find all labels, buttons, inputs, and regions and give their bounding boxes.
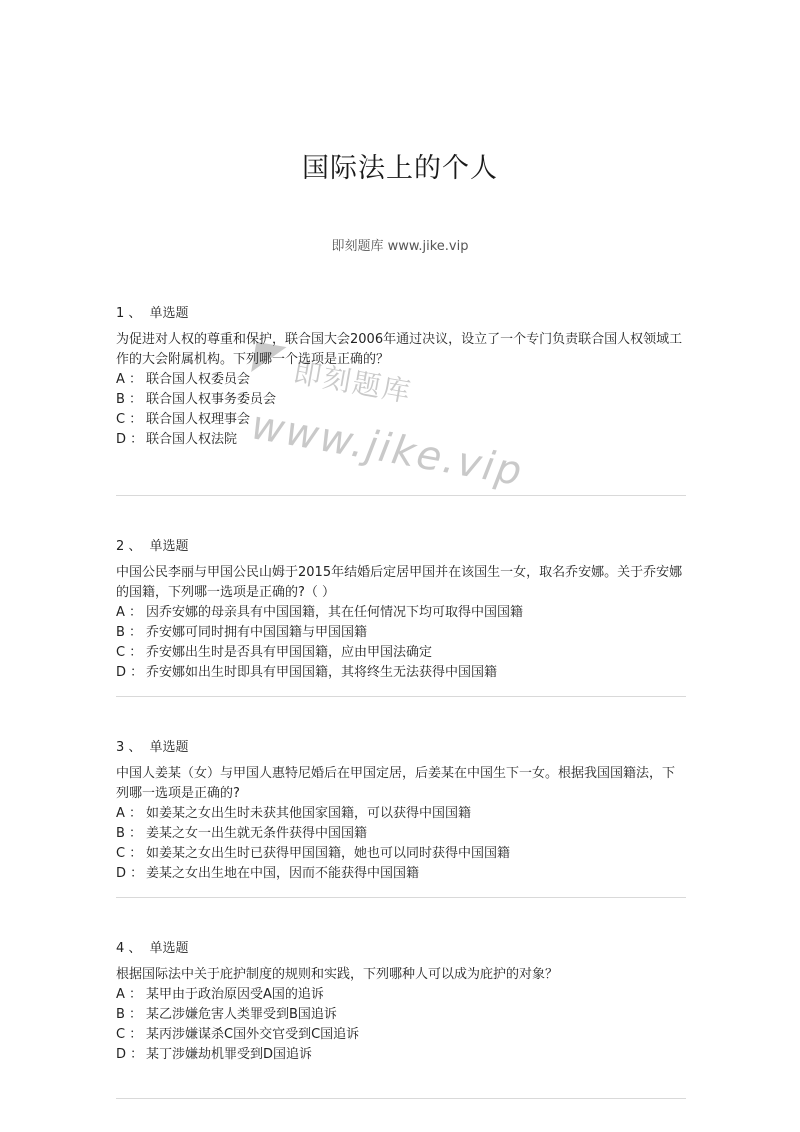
option-b[interactable] [116,1005,686,1025]
watermark-url: www.jike.vip [247,402,527,496]
question-header [116,304,686,324]
option-a[interactable] [116,603,686,623]
option-text: 某丙涉嫌谋杀C国外交官受到C国追诉 [146,1027,360,1042]
option-text: 姜某之女出生地在中国，因而不能获得中国国籍 [146,866,420,881]
option-text: 联合国人权事务委员会 [146,392,277,407]
option-d[interactable] [116,430,686,450]
page-title: 国际法上的个人 [302,153,498,184]
question-header [116,537,686,557]
question-3 [116,700,686,898]
option-d[interactable] [116,1045,686,1065]
question-2 [116,499,686,697]
question-list [116,300,686,1102]
option-letter: A ： [116,605,143,620]
option-c[interactable] [116,643,686,663]
question-stem: 为促进对人权的尊重和保护，联合国大会2006年通过决议，设立了一个专门负责联合国人权领域工作的大会附属机构。下列哪一个选项是正确的？ [116,332,683,367]
option-text: 联合国人权委员会 [146,372,251,387]
option-text: 乔安娜出生时是否具有甲国国籍，应由甲国法确定 [146,645,433,660]
option-letter: A ： [116,372,143,387]
question-number: 1 、 [116,306,142,321]
option-letter: A ： [116,987,143,1002]
question-1 [116,300,686,496]
option-d[interactable] [116,864,686,884]
option-text: 如姜某之女出生时已获得甲国国籍，她也可以同时获得中国国籍 [146,846,511,861]
question-stem: 中国人姜某（女）与甲国人惠特尼婚后在甲国定居，后姜某在中国生下一女。根据我国国籍法，下列哪一选项是正确的? [116,766,676,801]
option-a[interactable] [116,804,686,824]
option-letter: D ： [116,665,144,680]
option-letter: A ： [116,806,143,821]
option-letter: B ： [116,625,143,640]
option-letter: D ： [116,866,144,881]
option-b[interactable] [116,623,686,643]
option-c[interactable] [116,410,686,430]
option-b[interactable] [116,390,686,410]
option-text: 如姜某之女出生时未获其他国家国籍，可以获得中国国籍 [146,806,472,821]
option-text: 某乙涉嫌危害人类罪受到B国追诉 [146,1007,337,1022]
option-text: 某丁涉嫌劫机罪受到D国追诉 [146,1047,313,1062]
option-letter: B ： [116,1007,143,1022]
option-a[interactable] [116,370,686,390]
watermark-name: 即刻题库 [290,355,415,410]
watermark-logo-icon: ◤ [250,331,289,383]
option-letter: C ： [116,1027,143,1042]
option-text: 因乔安娜的母亲具有中国国籍，其在任何情况下均可取得中国国籍 [146,605,524,620]
option-text: 姜某之女一出生就无条件获得中国国籍 [146,826,368,841]
option-list [116,370,686,450]
question-number: 4 、 [116,941,142,956]
option-text: 联合国人权理事会 [146,412,251,427]
option-text: 某甲由于政治原因受A国的追诉 [146,987,324,1002]
question-type: 单选题 [149,941,189,956]
option-letter: C ： [116,645,143,660]
option-c[interactable] [116,844,686,864]
question-stem: 中国公民李丽与甲国公民山姆于2015年结婚后定居甲国并在该国生一女，取名乔安娜。关于乔安娜的国籍，下列哪一选项是正确的?（ ） [116,565,683,600]
question-4 [116,901,686,1099]
option-text: 联合国人权法院 [146,432,238,447]
question-type: 单选题 [149,539,189,554]
option-d[interactable] [116,663,686,683]
option-text: 乔安娜可同时拥有中国国籍与甲国国籍 [146,625,368,640]
option-a[interactable] [116,985,686,1005]
option-letter: D ： [116,1047,144,1062]
question-header [116,738,686,758]
option-c[interactable] [116,1025,686,1045]
question-number: 2 、 [116,539,142,554]
page-subtitle: 即刻题库 www.jike.vip [331,239,469,254]
option-letter: B ： [116,392,143,407]
option-list [116,804,686,884]
question-header [116,939,686,959]
option-letter: B ： [116,826,143,841]
question-type: 单选题 [149,740,189,755]
question-number: 3 、 [116,740,142,755]
question-type: 单选题 [149,306,189,321]
option-letter: D ： [116,432,144,447]
option-letter: C ： [116,846,143,861]
option-b[interactable] [116,824,686,844]
option-list [116,985,686,1065]
option-letter: C ： [116,412,143,427]
option-text: 乔安娜如出生时即具有甲国国籍，其将终生无法获得中国国籍 [146,665,498,680]
question-stem: 根据国际法中关于庇护制度的规则和实践，下列哪种人可以成为庇护的对象？ [116,967,559,982]
option-list [116,603,686,683]
